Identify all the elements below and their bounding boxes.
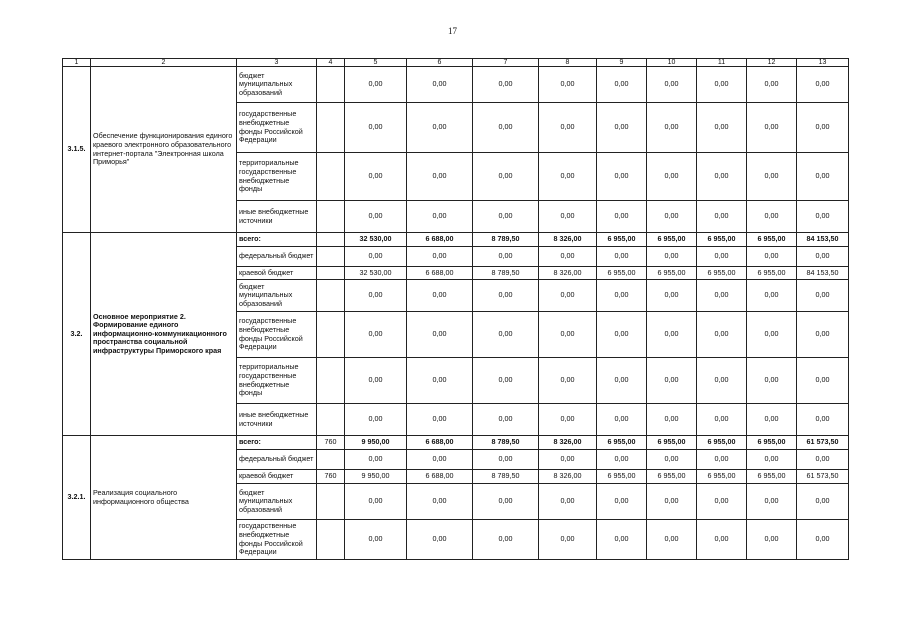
value-cell: 0,00 (345, 484, 407, 520)
value-cell: 0,00 (473, 484, 539, 520)
value-cell: 0,00 (747, 103, 797, 153)
value-cell: 0,00 (539, 280, 597, 312)
value-cell: 6 955,00 (747, 233, 797, 247)
value-cell: 0,00 (597, 520, 647, 560)
column-header: 9 (597, 59, 647, 67)
column-header: 8 (539, 59, 597, 67)
value-cell: 0,00 (747, 247, 797, 267)
code-cell (317, 404, 345, 436)
value-cell: 0,00 (539, 312, 597, 358)
value-cell: 0,00 (797, 450, 849, 470)
table-row (63, 233, 849, 247)
value-cell: 6 688,00 (407, 436, 473, 450)
value-cell: 8 326,00 (539, 233, 597, 247)
activity-code: 3.2.1. (63, 436, 91, 560)
value-cell: 0,00 (747, 520, 797, 560)
value-cell: 0,00 (647, 280, 697, 312)
value-cell: 0,00 (345, 404, 407, 436)
value-cell: 0,00 (407, 280, 473, 312)
value-cell: 6 688,00 (407, 470, 473, 484)
code-cell (317, 267, 345, 280)
header-row (63, 59, 849, 67)
value-cell: 6 955,00 (747, 267, 797, 280)
value-cell: 6 955,00 (747, 470, 797, 484)
value-cell: 6 955,00 (647, 267, 697, 280)
value-cell: 0,00 (647, 404, 697, 436)
value-cell: 0,00 (747, 404, 797, 436)
value-cell: 0,00 (597, 201, 647, 233)
value-cell: 84 153,50 (797, 267, 849, 280)
funding-source: федеральный бюджет (237, 247, 317, 267)
column-header: 7 (473, 59, 539, 67)
funding-source: федеральный бюджет (237, 450, 317, 470)
value-cell: 0,00 (797, 484, 849, 520)
value-cell: 0,00 (647, 484, 697, 520)
value-cell: 8 326,00 (539, 470, 597, 484)
value-cell: 0,00 (697, 67, 747, 103)
value-cell: 0,00 (797, 520, 849, 560)
value-cell: 0,00 (473, 67, 539, 103)
page-number: 17 (448, 26, 457, 36)
code-cell (317, 450, 345, 470)
value-cell: 0,00 (797, 358, 849, 404)
funding-source: бюджет муниципальных образований (237, 67, 317, 103)
funding-source: краевой бюджет (237, 470, 317, 484)
value-cell: 84 153,50 (797, 233, 849, 247)
value-cell: 0,00 (647, 450, 697, 470)
value-cell: 0,00 (597, 450, 647, 470)
value-cell: 32 530,00 (345, 233, 407, 247)
value-cell: 0,00 (647, 358, 697, 404)
code-cell (317, 103, 345, 153)
code-cell (317, 520, 345, 560)
value-cell: 9 950,00 (345, 436, 407, 450)
value-cell: 0,00 (747, 312, 797, 358)
value-cell: 0,00 (407, 67, 473, 103)
value-cell: 0,00 (473, 103, 539, 153)
value-cell: 0,00 (473, 247, 539, 267)
value-cell: 0,00 (697, 358, 747, 404)
funding-source: бюджет муниципальных образований (237, 280, 317, 312)
value-cell: 0,00 (597, 404, 647, 436)
value-cell: 0,00 (407, 103, 473, 153)
value-cell: 0,00 (473, 280, 539, 312)
value-cell: 0,00 (345, 201, 407, 233)
table-row (63, 436, 849, 450)
value-cell: 6 955,00 (597, 233, 647, 247)
value-cell: 0,00 (407, 404, 473, 436)
value-cell: 6 688,00 (407, 233, 473, 247)
value-cell: 0,00 (647, 67, 697, 103)
value-cell: 6 955,00 (697, 436, 747, 450)
value-cell: 0,00 (697, 247, 747, 267)
value-cell: 8 789,50 (473, 267, 539, 280)
column-header: 2 (91, 59, 237, 67)
value-cell: 0,00 (797, 247, 849, 267)
value-cell: 0,00 (747, 67, 797, 103)
code-cell: 760 (317, 470, 345, 484)
column-header: 6 (407, 59, 473, 67)
value-cell: 0,00 (473, 153, 539, 201)
value-cell: 0,00 (797, 103, 849, 153)
value-cell: 0,00 (539, 358, 597, 404)
value-cell: 0,00 (539, 450, 597, 470)
value-cell: 0,00 (407, 201, 473, 233)
code-cell: 760 (317, 436, 345, 450)
funding-source: территориальные государственные внебюджетные фонды (237, 358, 317, 404)
value-cell: 6 955,00 (697, 233, 747, 247)
value-cell: 61 573,50 (797, 436, 849, 450)
funding-source: иные внебюджетные источники (237, 404, 317, 436)
value-cell: 6 955,00 (597, 470, 647, 484)
value-cell: 0,00 (597, 280, 647, 312)
value-cell: 0,00 (539, 484, 597, 520)
column-header: 12 (747, 59, 797, 67)
value-cell: 0,00 (797, 153, 849, 201)
value-cell: 0,00 (407, 484, 473, 520)
value-cell: 6 955,00 (747, 436, 797, 450)
funding-source: территориальные государственные внебюджетные фонды (237, 153, 317, 201)
budget-table (62, 58, 849, 560)
value-cell: 8 789,50 (473, 470, 539, 484)
code-cell (317, 247, 345, 267)
activity-name-bold: Основное мероприятие 2. (93, 311, 186, 321)
value-cell: 0,00 (539, 153, 597, 201)
value-cell: 0,00 (747, 358, 797, 404)
value-cell: 0,00 (345, 153, 407, 201)
value-cell: 0,00 (747, 280, 797, 312)
value-cell: 8 789,50 (473, 436, 539, 450)
funding-source: бюджет муниципальных образований (237, 484, 317, 520)
value-cell: 0,00 (697, 520, 747, 560)
table-body (63, 59, 849, 560)
table-row (63, 67, 849, 103)
funding-source: всего: (237, 436, 317, 450)
code-cell (317, 358, 345, 404)
value-cell: 0,00 (697, 153, 747, 201)
value-cell: 0,00 (697, 103, 747, 153)
value-cell: 0,00 (697, 280, 747, 312)
value-cell: 0,00 (407, 312, 473, 358)
value-cell: 0,00 (747, 450, 797, 470)
code-cell (317, 233, 345, 247)
column-header: 3 (237, 59, 317, 67)
value-cell: 0,00 (473, 404, 539, 436)
value-cell: 0,00 (539, 247, 597, 267)
value-cell: 0,00 (345, 450, 407, 470)
value-cell: 0,00 (697, 201, 747, 233)
value-cell: 0,00 (345, 280, 407, 312)
value-cell: 0,00 (597, 103, 647, 153)
value-cell: 0,00 (797, 280, 849, 312)
value-cell: 0,00 (407, 358, 473, 404)
value-cell: 0,00 (345, 103, 407, 153)
value-cell: 6 955,00 (647, 436, 697, 450)
value-cell: 6 955,00 (697, 267, 747, 280)
value-cell: 0,00 (345, 520, 407, 560)
value-cell: 0,00 (647, 520, 697, 560)
value-cell: 0,00 (647, 103, 697, 153)
column-header: 10 (647, 59, 697, 67)
value-cell: 61 573,50 (797, 470, 849, 484)
column-header: 13 (797, 59, 849, 67)
value-cell: 0,00 (797, 67, 849, 103)
value-cell: 0,00 (647, 247, 697, 267)
value-cell: 0,00 (647, 312, 697, 358)
value-cell: 0,00 (473, 358, 539, 404)
value-cell: 0,00 (597, 312, 647, 358)
code-cell (317, 312, 345, 358)
value-cell: 6 955,00 (647, 233, 697, 247)
value-cell: 0,00 (539, 520, 597, 560)
value-cell: 0,00 (407, 247, 473, 267)
value-cell: 0,00 (539, 67, 597, 103)
funding-source: краевой бюджет (237, 267, 317, 280)
value-cell: 0,00 (597, 484, 647, 520)
activity-code: 3.2. (63, 233, 91, 436)
value-cell: 6 955,00 (597, 436, 647, 450)
value-cell: 0,00 (597, 153, 647, 201)
funding-source: иные внебюджетные источники (237, 201, 317, 233)
value-cell: 0,00 (345, 358, 407, 404)
value-cell: 0,00 (647, 201, 697, 233)
code-cell (317, 484, 345, 520)
value-cell: 0,00 (797, 312, 849, 358)
value-cell: 0,00 (597, 247, 647, 267)
value-cell: 0,00 (473, 520, 539, 560)
value-cell: 0,00 (345, 247, 407, 267)
value-cell: 8 789,50 (473, 233, 539, 247)
value-cell: 0,00 (539, 201, 597, 233)
column-header: 5 (345, 59, 407, 67)
column-header: 4 (317, 59, 345, 67)
value-cell: 0,00 (797, 404, 849, 436)
code-cell (317, 67, 345, 103)
column-header: 1 (63, 59, 91, 67)
code-cell (317, 153, 345, 201)
value-cell: 0,00 (473, 201, 539, 233)
activity-name (91, 233, 237, 436)
value-cell: 0,00 (797, 201, 849, 233)
value-cell: 0,00 (407, 450, 473, 470)
code-cell (317, 201, 345, 233)
value-cell: 8 326,00 (539, 436, 597, 450)
value-cell: 0,00 (407, 153, 473, 201)
value-cell: 32 530,00 (345, 267, 407, 280)
value-cell: 8 326,00 (539, 267, 597, 280)
code-cell (317, 280, 345, 312)
value-cell: 0,00 (597, 67, 647, 103)
value-cell: 9 950,00 (345, 470, 407, 484)
funding-source: государственные внебюджетные фонды Российской Федерации (237, 312, 317, 358)
value-cell: 0,00 (647, 153, 697, 201)
value-cell: 0,00 (697, 450, 747, 470)
value-cell: 0,00 (597, 358, 647, 404)
value-cell: 0,00 (345, 312, 407, 358)
funding-source: всего: (237, 233, 317, 247)
value-cell: 0,00 (697, 404, 747, 436)
activity-name: Обеспечение функционирования единого краевого электронного образовательного интернет-портала "Электронная школа Приморья" (91, 67, 237, 233)
value-cell: 0,00 (697, 312, 747, 358)
activity-name-rest: Формирование единого информационно-коммуникационного пространства социальной инфраструктуры Приморского края (93, 320, 227, 355)
value-cell: 6 955,00 (697, 470, 747, 484)
value-cell: 0,00 (747, 484, 797, 520)
value-cell: 6 688,00 (407, 267, 473, 280)
value-cell: 0,00 (747, 201, 797, 233)
funding-source: государственные внебюджетные фонды Российской Федерации (237, 520, 317, 560)
value-cell: 0,00 (345, 67, 407, 103)
value-cell: 0,00 (473, 450, 539, 470)
funding-source: государственные внебюджетные фонды Российской Федерации (237, 103, 317, 153)
activity-code: 3.1.5. (63, 67, 91, 233)
value-cell: 6 955,00 (597, 267, 647, 280)
activity-name: Реализация социального информационного общества (91, 436, 237, 560)
value-cell: 0,00 (407, 520, 473, 560)
value-cell: 0,00 (473, 312, 539, 358)
value-cell: 0,00 (747, 153, 797, 201)
column-header: 11 (697, 59, 747, 67)
value-cell: 0,00 (539, 103, 597, 153)
value-cell: 0,00 (697, 484, 747, 520)
value-cell: 6 955,00 (647, 470, 697, 484)
value-cell: 0,00 (539, 404, 597, 436)
